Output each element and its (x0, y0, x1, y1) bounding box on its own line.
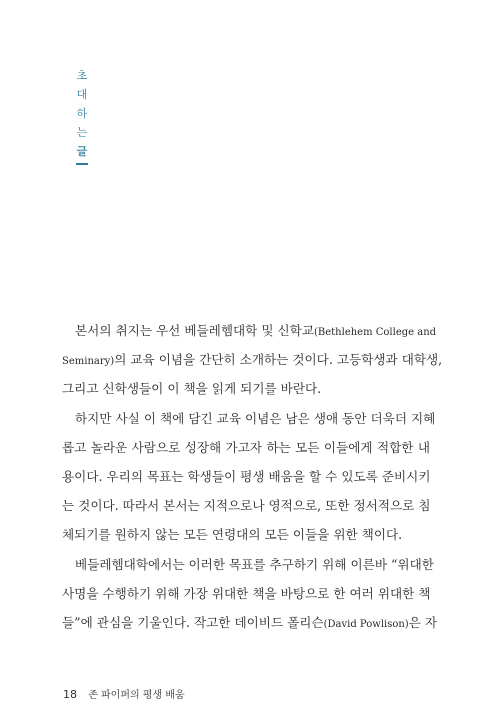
text-run: 들”에 관심을 기울인다. 작고한 데이비드 폴리슨 (62, 614, 324, 630)
paragraph-3-line-1: 베들레헴대학에서는 이러한 목표를 추구하기 위해 이른바 “위대한 (75, 556, 434, 572)
paragraph-3-line-3 (62, 613, 438, 642)
paragraph-2-line-4: 는 것이다. 따라서 본서는 지적으로나 영적으로, 또한 정서적으로 침 (62, 498, 431, 514)
body-text (62, 321, 443, 642)
title-char: 대 (76, 88, 88, 101)
section-title-vertical (74, 66, 90, 165)
title-char: 글 (76, 145, 88, 158)
title-char: 하 (76, 107, 88, 120)
paragraph-2-line-3: 용이다. 우리의 목표는 학생들이 평생 배움을 할 수 있도록 준비시키 (62, 468, 431, 484)
english-term: (David Powlison) (323, 618, 409, 630)
paragraph-2-line-5: 체되기를 원하지 않는 모든 연령대의 모든 이들을 위한 책이다. (62, 527, 403, 543)
paragraph-2-line-2: 롭고 놀라운 사람으로 성장해 가고자 하는 모든 이들에게 적합한 내 (62, 439, 430, 455)
paragraph-3-line-2: 사명을 수행하기 위해 가장 위대한 책을 바탕으로 한 여러 위대한 책 (62, 585, 431, 601)
text-run: 본서의 취지는 우선 베들레헴대학 및 신학교 (75, 323, 314, 338)
paragraph-1-line-1 (62, 321, 437, 350)
paragraph-1-line-2 (62, 350, 443, 379)
english-term: Seminary) (62, 356, 115, 368)
title-char: 는 (76, 126, 88, 139)
running-title: 존 파이퍼의 평생 배움 (88, 690, 185, 701)
paragraph-1-line-3: 그리고 신학생들이 이 책을 읽게 되기를 바란다. (62, 381, 322, 397)
paragraph-2-line-1: 하지만 사실 이 책에 담긴 교육 이념은 남은 생애 동안 더욱더 지혜 (75, 410, 436, 426)
title-char: 초 (76, 69, 88, 82)
text-run: 의 교육 이념을 간단히 소개하는 것이다. 고등학생과 대학생, (114, 352, 443, 368)
title-underline (76, 163, 88, 165)
page-number: 18 (63, 688, 77, 701)
text-run: 은 자 (408, 614, 438, 630)
english-term: (Bethlehem College and (314, 327, 437, 338)
page-footer (63, 686, 185, 701)
